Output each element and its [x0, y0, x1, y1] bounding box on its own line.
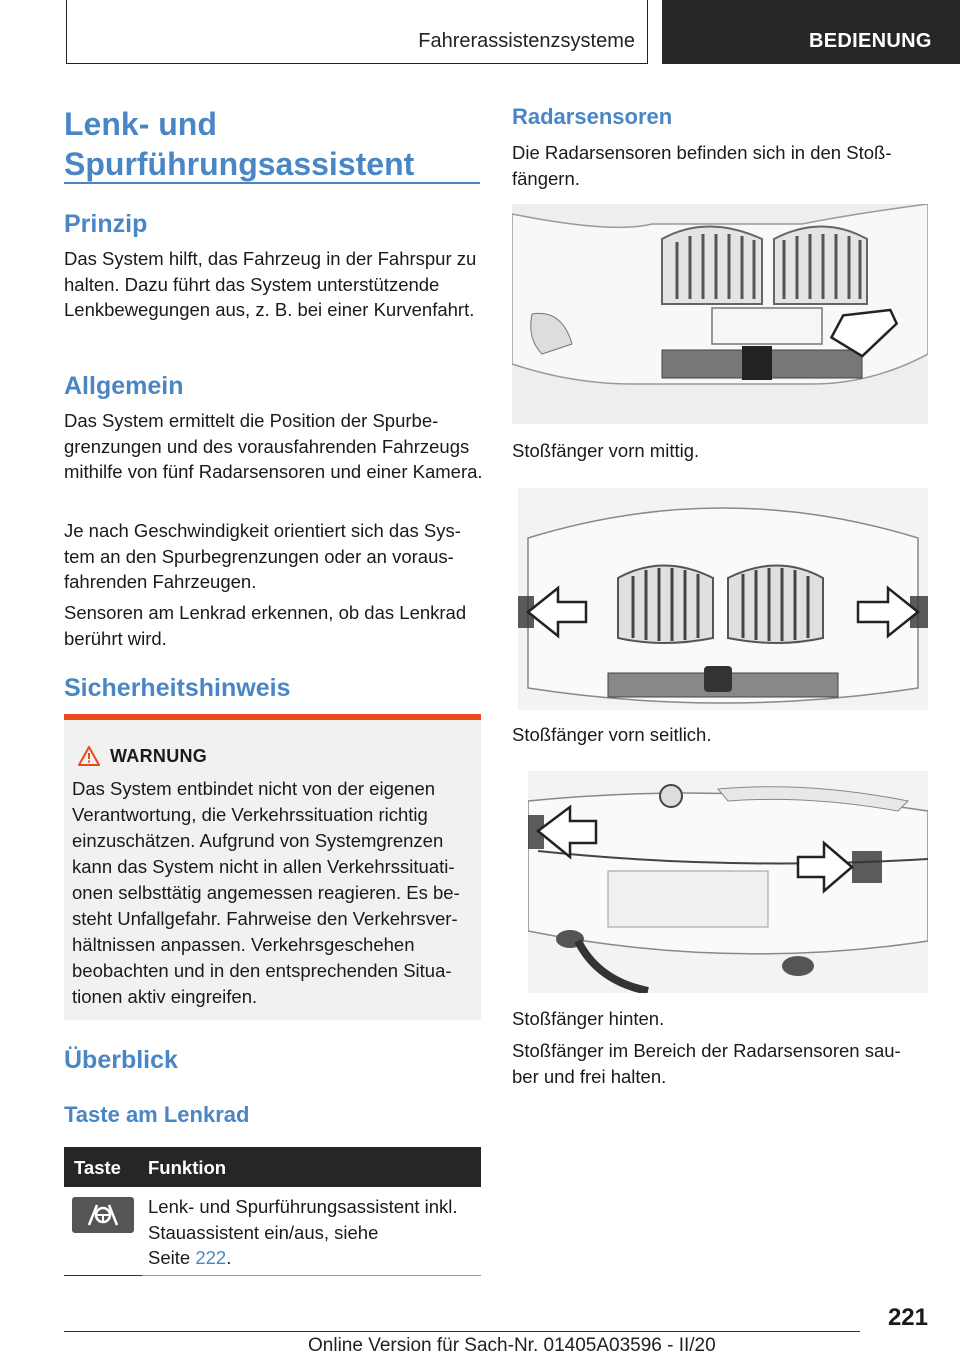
overview-heading: Überblick: [64, 1046, 178, 1074]
table-row-page-prefix: Seite: [148, 1247, 191, 1268]
table-row-page-suffix: .: [226, 1247, 232, 1268]
warning-box: [64, 714, 481, 1020]
caption-front-side: Stoßfänger vorn seitlich.: [512, 724, 712, 745]
table-header: [64, 1147, 481, 1187]
header-section-tab: [66, 0, 648, 64]
table-row-function: [148, 1194, 478, 1271]
warning-label: WARNUNG: [110, 746, 208, 766]
general-paragraph-3: Sensoren am Lenkrad erkennen, ob das Lenkrad berührt wird.: [64, 602, 467, 649]
closing-text: Stoßfänger im Bereich der Radarsensoren sauber und frei halten.: [512, 1040, 901, 1087]
header-section-title: Fahrerassistenzsysteme: [418, 30, 635, 52]
header-chapter-title: BEDIENUNG: [809, 30, 932, 52]
page-number: 221: [887, 1304, 928, 1331]
table-rule-right: [142, 1275, 481, 1276]
general-paragraph-1: Das System ermittelt die Position der Spurbegrenzungen und des vorausfahrenden Fahrzeugs mithilfe von fünf Radarsensoren und einer Kamera.: [64, 410, 483, 482]
principle-heading: Prinzip: [64, 210, 148, 238]
general-paragraph-2: Je nach Geschwindigkeit orientiert sich das System an den Spurbegrenzungen oder an vorausfahrenden Fahrzeugen.: [64, 520, 461, 592]
rear-bumper-image: [528, 771, 928, 993]
table-rule: [64, 1275, 142, 1276]
front-bumper-side-image: [518, 488, 928, 710]
front-bumper-center-image: [512, 204, 928, 424]
lane-assist-button-icon: [72, 1197, 134, 1233]
page-title: Lenk- und Spurführungsassistent: [64, 106, 415, 182]
radar-text: Die Radarsensoren befinden sich in den Stoßfängern.: [512, 142, 892, 189]
header-chapter-tab: [662, 0, 960, 64]
title-rule: [64, 182, 480, 184]
table-col-key: Taste: [74, 1157, 121, 1178]
warning-triangle-icon: [78, 746, 100, 766]
general-heading: Allgemein: [64, 372, 184, 400]
table-row-text: Lenk- und Spurführungsassistent inkl. Stauassistent ein/aus, siehe: [148, 1196, 458, 1243]
page-link-222[interactable]: 222: [195, 1247, 227, 1268]
caption-rear: Stoßfänger hinten.: [512, 1008, 665, 1029]
button-heading: Taste am Lenkrad: [64, 1102, 250, 1127]
principle-text: Das System hilft, das Fahrzeug in der Fahrspur zu halten. Dazu führt das System unterstützende Lenkbewegungen aus, z. B. bei einer Kurvenfahrt.: [64, 248, 477, 320]
safety-heading: Sicherheitshinweis: [64, 674, 291, 702]
radar-heading: Radarsensoren: [512, 104, 673, 129]
footer-rule: [64, 1331, 860, 1332]
warning-text: Das System entbindet nicht von der eigenen Verantwortung, die Verkehrssituation richtig einzuschätzen. Aufgrund von Systemgrenzen kann das System nicht in allen Verkehrssituationen selbsttätig angemessen reagieren. Es besteht Unfallgefahr. Fahrweise den Verkehrsverhältnissen anpassen. Verkehrsgeschehen beobachten und in den entsprechenden Situationen aktiv eingreifen.: [72, 778, 460, 1007]
online-version-text: Online Version für Sach-Nr. 01405A03596 - II/20: [308, 1335, 716, 1356]
table-col-function: Funktion: [148, 1157, 227, 1178]
caption-front-center: Stoßfänger vorn mittig.: [512, 440, 700, 461]
